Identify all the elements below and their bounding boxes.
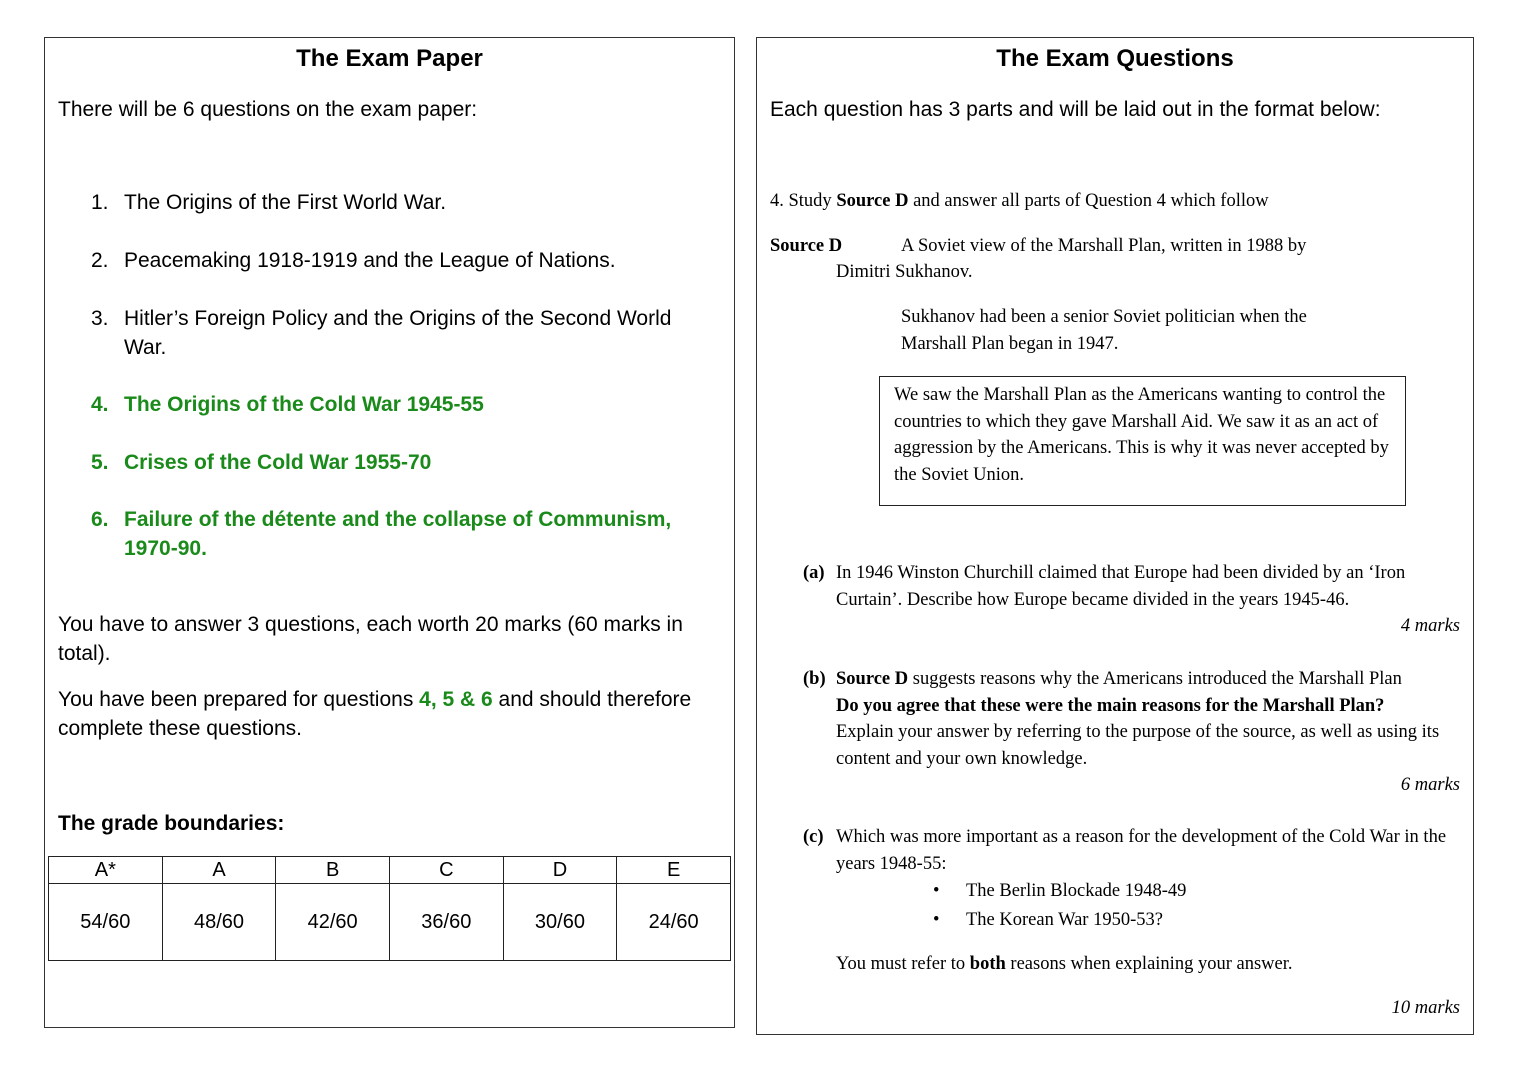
question-stem: 4. Study Source D and answer all parts of Question 4 which follow — [770, 191, 1269, 211]
grade-header: E — [617, 857, 731, 884]
grade-mark: 42/60 — [276, 884, 390, 961]
answer-instructions: You have to answer 3 questions, each worth 20 marks (60 marks in total). — [58, 613, 683, 665]
intro-text: There will be 6 questions on the exam paper: — [58, 98, 478, 121]
question-item-highlighted: 5. Crises of the Cold War 1955-70 — [91, 451, 432, 474]
source-note: Sukhanov had been a senior Soviet politician when the Marshall Plan began in 1947. — [901, 307, 1307, 354]
grade-header: D — [503, 857, 617, 884]
question-item: 1. The Origins of the First World War. — [91, 191, 447, 214]
question-item-highlighted: 6. Failure of the détente and the collapse of Communism, 1970-90. — [91, 508, 672, 560]
part-c-options — [966, 877, 1186, 934]
part-b-text: Source D suggests reasons why the Americans introduced the Marshall Plan Do you agree that these were the main reasons for the Marshall Plan? Explain your answer by referring to the purpose of the source, as well as using its content and your own knowledge. — [836, 669, 1440, 769]
grade-header: B — [276, 857, 390, 884]
grade-mark: 30/60 — [503, 884, 617, 961]
source-quote-box: We saw the Marshall Plan as the Americans wanting to control the countries to which they gave Marshall Aid. We saw it as an act of aggression by the Americans. This is why it was never accepted by the Soviet Union. — [879, 376, 1406, 506]
grade-mark: 48/60 — [162, 884, 276, 961]
part-a-marks: 4 marks — [1400, 616, 1460, 636]
grade-boundaries-heading: The grade boundaries: — [58, 812, 285, 835]
question-item: 2. Peacemaking 1918-1919 and the League of Nations. — [91, 249, 616, 272]
intro-text: Each question has 3 parts and will be laid out in the format below: — [770, 98, 1381, 121]
exam-questions-panel — [756, 37, 1474, 1035]
grade-header: C — [389, 857, 503, 884]
grade-header: A* — [49, 857, 163, 884]
source-description: Dimitri Sukhanov. — [836, 262, 973, 282]
option-item: • The Korean War 1950-53? — [966, 906, 1186, 935]
part-c-text: Which was more important as a reason for the development of the Cold War in the years 1948-55: — [836, 827, 1447, 874]
part-label: (a) — [803, 563, 825, 583]
part-label: (c) — [803, 827, 824, 847]
question-item-highlighted: 4. The Origins of the Cold War 1945-55 — [91, 393, 484, 416]
grade-mark: 24/60 — [617, 884, 731, 961]
exam-paper-panel — [44, 37, 735, 1028]
panel-title: The Exam Questions — [996, 45, 1234, 72]
part-b-marks: 6 marks — [1400, 775, 1460, 795]
grade-mark: 54/60 — [49, 884, 163, 961]
panel-title: The Exam Paper — [296, 45, 483, 72]
source-description: A Soviet view of the Marshall Plan, written in 1988 by — [901, 236, 1307, 256]
source-label: Source D — [770, 236, 843, 256]
part-c-note: You must refer to both reasons when explaining your answer. — [836, 954, 1293, 974]
option-item: • The Berlin Blockade 1948-49 — [966, 877, 1186, 906]
part-label: (b) — [803, 669, 826, 689]
grade-header: A — [162, 857, 276, 884]
question-item: 3. Hitler’s Foreign Policy and the Origins of the Second World War. — [91, 307, 672, 359]
part-c-marks: 10 marks — [1391, 998, 1460, 1018]
grade-boundaries-table — [48, 856, 731, 961]
part-a-text: In 1946 Winston Churchill claimed that Europe had been divided by an ‘Iron Curtain’. Describe how Europe became divided in the years 1945-46. — [836, 563, 1406, 610]
prepared-note: You have been prepared for questions 4, 5 & 6 and should therefore complete these questions. — [58, 688, 692, 740]
grade-mark: 36/60 — [389, 884, 503, 961]
